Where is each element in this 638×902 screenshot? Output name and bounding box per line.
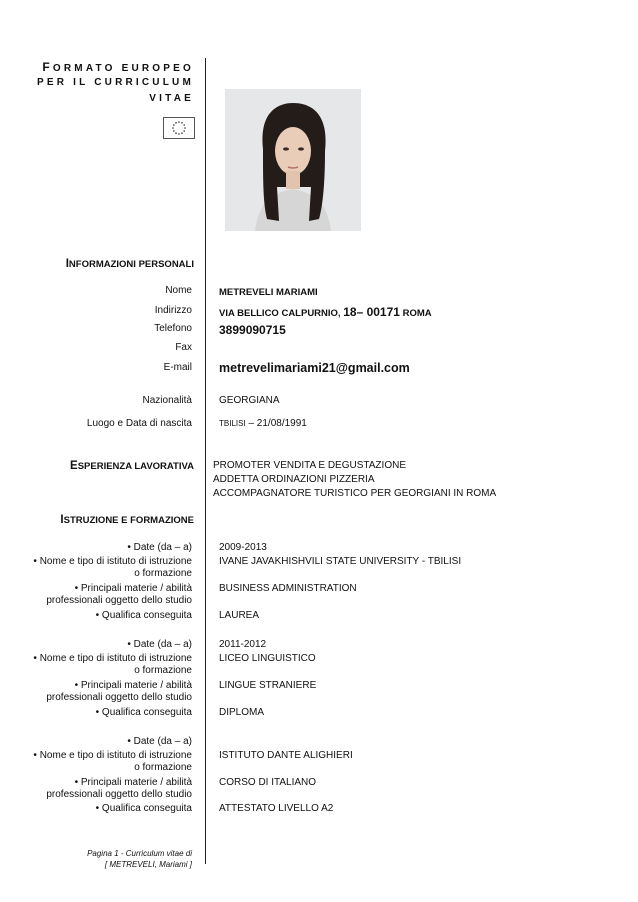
- value-istituto: ISTITUTO DANTE ALIGHIERI: [219, 750, 353, 761]
- profile-photo: [225, 89, 361, 231]
- page-footer: Pagina 1 - Curriculum vitae di [ METREVELI, Mariami ]: [87, 849, 192, 869]
- section-education: ISTRUZIONE E FORMAZIONE: [60, 514, 194, 526]
- section-personal-info: INFORMAZIONI PERSONALI: [65, 258, 194, 270]
- label-telefono: Telefono: [154, 323, 192, 334]
- value-nascita: TBILISI – 21/08/1991: [219, 418, 307, 429]
- label-indirizzo: Indirizzo: [154, 305, 192, 316]
- experience-item: ADDETTA ORDINAZIONI PIZZERIA: [213, 474, 375, 485]
- value-istituto: IVANE JAVAKHISHVILI STATE UNIVERSITY - TBILISI: [219, 556, 462, 567]
- label-date: • Date (da – a): [127, 542, 192, 553]
- value-nome: METREVELI MARIAMI: [219, 287, 318, 298]
- vertical-divider: [205, 58, 206, 864]
- value-indirizzo: VIA BELLICO CALPURNIO, 18– 00171 ROMA: [219, 305, 432, 319]
- cv-title-line-3: VITAE: [149, 93, 194, 104]
- experience-item: PROMOTER VENDITA E DEGUSTAZIONE: [213, 460, 406, 471]
- eu-flag-icon: [163, 117, 195, 139]
- label-date: • Date (da – a): [127, 736, 192, 747]
- label-materie: • Principali materie / abilità professionali oggetto dello studio: [46, 777, 192, 800]
- value-istituto: LICEO LINGUISTICO: [219, 653, 316, 664]
- label-nazionalita: Nazionalità: [142, 395, 192, 406]
- label-istituto: • Nome e tipo di istituto di istruzione o formazione: [33, 653, 192, 676]
- value-nazionalita: GEORGIANA: [219, 395, 280, 406]
- value-date: 2009-2013: [219, 542, 267, 553]
- value-date: 2011-2012: [219, 639, 267, 650]
- value-materie: LINGUE STRANIERE: [219, 680, 317, 691]
- experience-item: ACCOMPAGNATORE TURISTICO PER GEORGIANI IN ROMA: [213, 488, 497, 499]
- section-experience: ESPERIENZA LAVORATIVA: [70, 460, 194, 472]
- label-nascita: Luogo e Data di nascita: [86, 418, 192, 429]
- value-qualifica: DIPLOMA: [219, 707, 265, 718]
- label-materie: • Principali materie / abilità professionali oggetto dello studio: [46, 680, 192, 703]
- label-materie: • Principali materie / abilità professionali oggetto dello studio: [46, 583, 192, 606]
- label-date: • Date (da – a): [127, 639, 192, 650]
- value-qualifica: LAUREA: [219, 610, 260, 621]
- cv-title-line-1: FORMATO EUROPEO: [42, 60, 194, 74]
- cv-title-line-2: PER IL CURRICULUM: [37, 77, 194, 88]
- label-qualifica: • Qualifica conseguita: [95, 707, 192, 718]
- label-nome: Nome: [165, 285, 192, 296]
- value-telefono: 3899090715: [219, 323, 286, 337]
- label-qualifica: • Qualifica conseguita: [95, 803, 192, 814]
- value-materie: CORSO DI ITALIANO: [219, 777, 317, 788]
- label-istituto: • Nome e tipo di istituto di istruzione o formazione: [33, 556, 192, 579]
- value-materie: BUSINESS ADMINISTRATION: [219, 583, 357, 594]
- label-fax: Fax: [175, 342, 192, 353]
- label-istituto: • Nome e tipo di istituto di istruzione o formazione: [33, 750, 192, 773]
- value-qualifica: ATTESTATO LIVELLO A2: [219, 803, 334, 814]
- label-email: E-mail: [163, 362, 192, 373]
- label-qualifica: • Qualifica conseguita: [95, 610, 192, 621]
- value-email: metrevelimariami21@gmail.com: [219, 361, 410, 375]
